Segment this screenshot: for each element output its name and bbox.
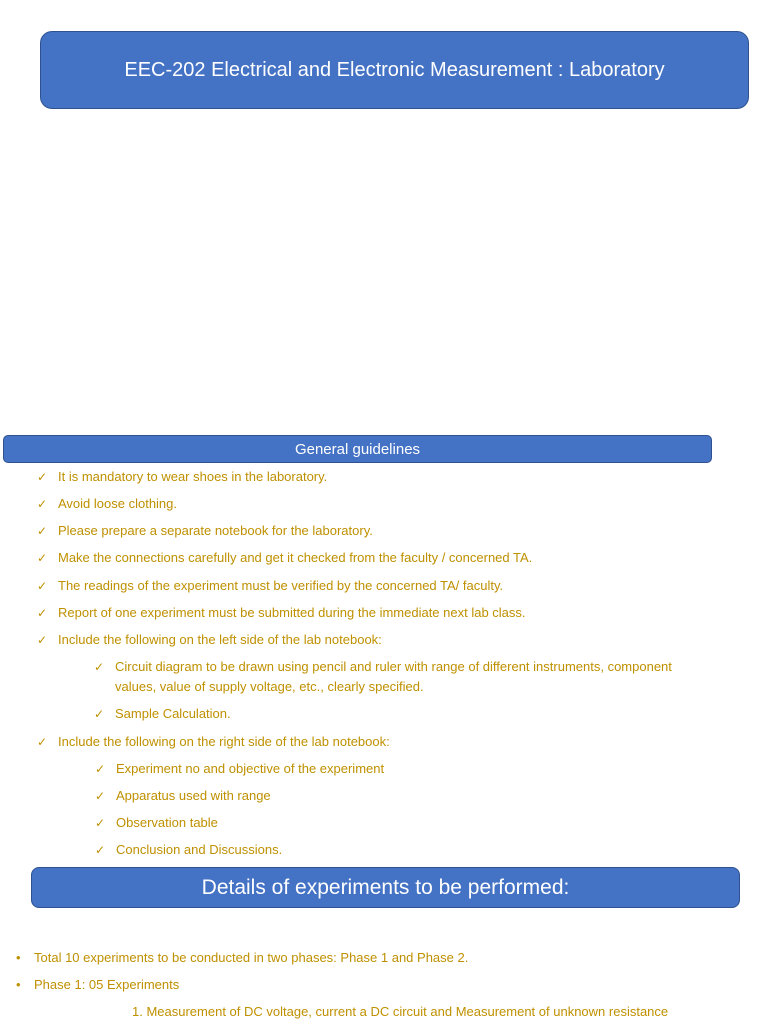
guideline-text: Report of one experiment must be submitted during the immediate next lab class. [58,605,526,620]
right-side-text: Experiment no and objective of the experiment [116,761,385,776]
page-title-banner [40,31,749,109]
check-icon: ✓ [37,551,48,565]
check-icon: ✓ [95,789,106,803]
check-icon: ✓ [37,633,48,647]
guideline-text: The readings of the experiment must be verified by the concerned TA/ faculty. [58,578,504,593]
guideline-text: Make the connections carefully and get it checked from the faculty / concerned TA. [58,550,533,565]
bullet-icon: • [16,950,21,965]
details-bullet-text: Phase 1: 05 Experiments [34,977,180,992]
right-side-text: Apparatus used with range [116,788,271,803]
check-icon: ✓ [37,606,48,620]
right-side-text: Observation table [116,815,218,830]
check-icon: ✓ [94,707,105,721]
guidelines-heading-banner [3,435,712,463]
guideline-text: Include the following on the left side of the lab notebook: [58,632,382,647]
check-icon: ✓ [95,816,106,830]
check-icon: ✓ [37,470,48,484]
check-icon: ✓ [95,762,106,776]
page-title: EEC-202 Electrical and Electronic Measurement : Laboratory [124,58,665,81]
guidelines-heading: General guidelines [294,440,421,458]
check-icon: ✓ [37,497,48,511]
details-heading-banner [31,867,740,908]
check-icon: ✓ [94,660,105,674]
check-icon: ✓ [37,735,48,749]
left-side-text: Circuit diagram to be drawn using pencil and ruler with range of different instruments, component values, value of supply voltage, etc., clearly specified. [115,659,672,694]
bullet-icon: • [16,977,21,992]
check-icon: ✓ [95,843,106,857]
details-heading: Details of experiments to be performed: [201,875,570,899]
right-side-text: Conclusion and Discussions. [116,842,283,857]
check-icon: ✓ [37,579,48,593]
check-icon: ✓ [37,524,48,538]
guideline-text: It is mandatory to wear shoes in the laboratory. [58,469,328,484]
guideline-text: Please prepare a separate notebook for the laboratory. [58,523,373,538]
experiment-item: 1. Measurement of DC voltage, current a DC circuit and Measurement of unknown resistance [132,1004,669,1019]
left-side-text: Sample Calculation. [115,706,231,721]
details-bullet-text: Total 10 experiments to be conducted in two phases: Phase 1 and Phase 2. [34,950,469,965]
guideline-text: Include the following on the right side of the lab notebook: [58,734,390,749]
guideline-text: Avoid loose clothing. [58,496,178,511]
